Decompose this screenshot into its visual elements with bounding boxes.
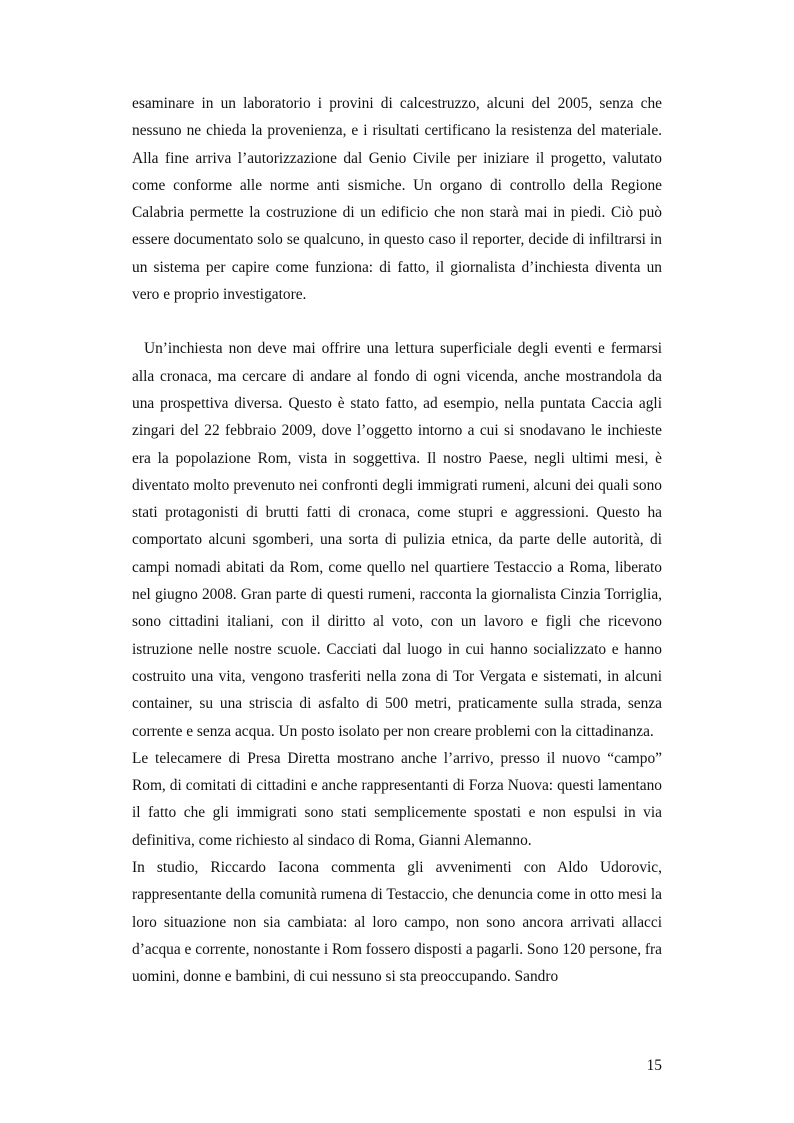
page-body [132, 90, 662, 991]
paragraph-4: In studio, Riccardo Iacona commenta gli avvenimenti con Aldo Udorovic, rappresentante della comunità rumena di Testaccio, che denuncia come in otto mesi la loro situazione non sia cambiata: al loro campo, non sono ancora arrivati allacci d’acqua e corrente, nonostante i Rom fossero disposti a pagarli. Sono 120 persone, fra uomini, donne e bambini, di cui nessuno si sta preoccupando. Sandro [132, 859, 662, 986]
paragraph-3: Le telecamere di Presa Diretta mostrano anche l’arrivo, presso il nuovo “campo” Rom, di comitati di cittadini e anche rappresentanti di Forza Nuova: questi lamentano il fatto che gli immigrati sono stati semplicemente spostati e non espulsi in via definitiva, come richiesto al sindaco di Roma, Gianni Alemanno. [132, 749, 662, 849]
paragraph-2: Un’inchiesta non deve mai offrire una lettura superficiale degli eventi e fermarsi alla cronaca, ma cercare di andare al fondo di ogni vicenda, anche mostrandola da una prospettiva diversa. Questo è stato fatto, ad esempio, nella puntata Caccia agli zingari del 22 febbraio 2009, dove l’oggetto intorno a cui si snodavano le inchieste era la popolazione Rom, vista in soggettiva. Il nostro Paese, negli ultimi mesi, è diventato molto prevenuto nei confronti degli immigrati rumeni, alcuni dei quali sono stati protagonisti di brutti fatti di cronaca, come stupri e aggressioni. Questo ha comportato alcuni sgomberi, una sorta di pulizia etnica, da parte delle autorità, di campi nomadi abitati da Rom, come quello nel quartiere Testaccio a Roma, liberato nel giugno 2008. Gran parte di questi rumeni, racconta la giornalista Cinzia Torriglia, sono cittadini italiani, con il diritto al voto, con un lavoro e figli che ricevono istruzione nelle nostre scuole. Cacciati dal luogo in cui hanno socializzato e hanno costruito una vita, vengono trasferiti nella zona di Tor Vergata e sistemati, in alcuni container, su una striscia di asfalto di 500 metri, praticamente sulla strada, senza corrente e senza acqua. Un posto isolato per non creare problemi con la cittadinanza. [132, 340, 662, 740]
page-number: 15 [646, 1057, 662, 1074]
paragraph-1: esaminare in un laboratorio i provini di calcestruzzo, alcuni del 2005, senza che nessuno ne chieda la provenienza, e i risultati certificano la resistenza del materiale. Alla fine arriva l’autorizzazione dal Genio Civile per iniziare il progetto, valutato come conforme alle norme anti sismiche. Un organo di controllo della Regione Calabria permette la costruzione di un edificio che non starà mai in piedi. Ciò può essere documentato solo se qualcuno, in questo caso il reporter, decide di infiltrarsi in un sistema per capire come funziona: di fatto, il giornalista d’inchiesta diventa un vero e proprio investigatore. [132, 95, 662, 304]
